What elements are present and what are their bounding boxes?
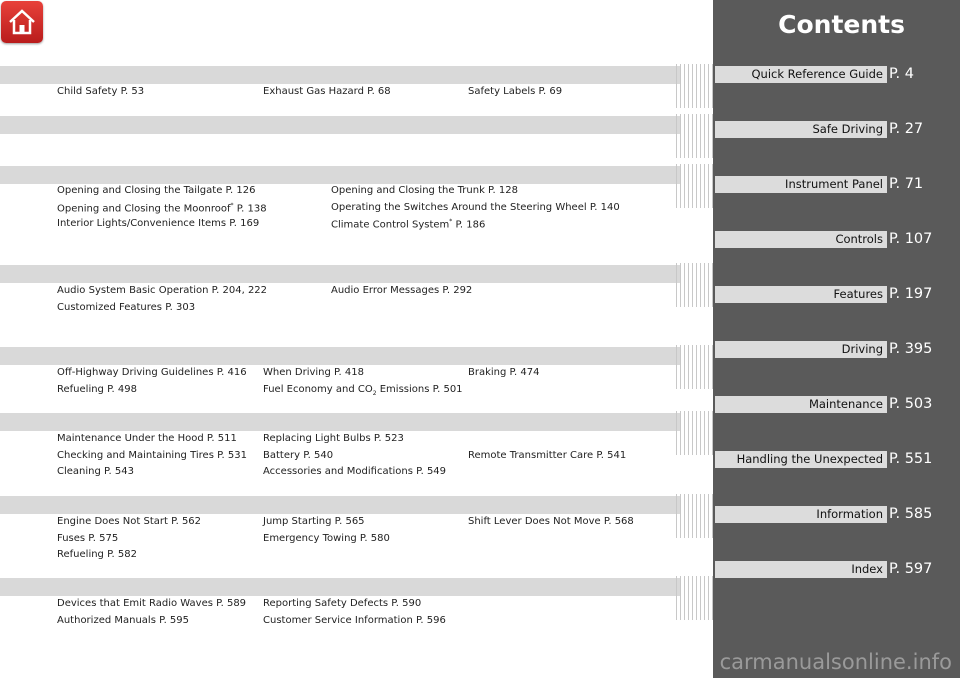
sidebar-chapter-link[interactable] bbox=[713, 64, 960, 83]
chapter-label: Controls bbox=[715, 231, 887, 248]
toc-link-label: Climate Control System bbox=[331, 219, 450, 231]
toc-link-label: Audio System Basic Operation P. 204, 222 bbox=[57, 285, 268, 296]
toc-link[interactable] bbox=[263, 533, 390, 544]
chapter-label: Driving bbox=[715, 341, 887, 358]
toc-link-label: Devices that Emit Radio Waves P. 589 bbox=[57, 598, 247, 609]
toc-link[interactable] bbox=[263, 433, 404, 444]
toc-link-label: Audio Error Messages P. 292 bbox=[331, 285, 473, 296]
toc-link[interactable] bbox=[57, 433, 237, 444]
chapter-page-number: P. 107 bbox=[889, 231, 933, 247]
toc-link[interactable] bbox=[57, 533, 118, 544]
toc-link-label: When Driving P. 418 bbox=[263, 367, 364, 378]
section-band bbox=[0, 166, 680, 184]
toc-link[interactable] bbox=[57, 466, 134, 477]
sidebar-chapter-link[interactable] bbox=[713, 504, 960, 523]
sidebar-chapter-link[interactable] bbox=[713, 229, 960, 248]
tab-lines-decoration bbox=[676, 114, 714, 158]
toc-link[interactable] bbox=[57, 384, 137, 395]
section-band bbox=[0, 347, 680, 365]
toc-link-label: Customer Service Information P. 596 bbox=[263, 614, 446, 626]
sidebar-chapter-link[interactable] bbox=[713, 119, 960, 138]
toc-link-label: Refueling P. 498 bbox=[57, 383, 137, 395]
sidebar-chapter-link[interactable] bbox=[713, 284, 960, 303]
toc-link-label: Operating the Switches Around the Steering Wheel P. 140 bbox=[331, 201, 620, 213]
chapter-page-number: P. 597 bbox=[889, 561, 933, 577]
toc-link-label: Opening and Closing the Tailgate P. 126 bbox=[57, 185, 256, 196]
toc-link-label: Customized Features P. 303 bbox=[57, 301, 196, 313]
chapter-page-number: P. 27 bbox=[889, 121, 924, 137]
toc-link-page: P. 186 bbox=[452, 219, 486, 231]
toc-link-label: Cleaning P. 543 bbox=[57, 466, 134, 477]
toc-link[interactable] bbox=[57, 285, 267, 296]
toc-link-label: Authorized Manuals P. 595 bbox=[57, 614, 190, 626]
toc-link-label: Replacing Light Bulbs P. 523 bbox=[263, 433, 404, 444]
chapter-label: Information bbox=[715, 506, 887, 523]
toc-link[interactable] bbox=[263, 384, 463, 397]
toc-link[interactable] bbox=[263, 86, 391, 97]
sidebar-chapter-link[interactable] bbox=[713, 339, 960, 358]
sidebar-chapter-link[interactable] bbox=[713, 394, 960, 413]
toc-link[interactable] bbox=[263, 450, 333, 461]
toc-link[interactable] bbox=[57, 86, 144, 97]
toc-link[interactable] bbox=[57, 202, 267, 214]
toc-link-label: Engine Does Not Start P. 562 bbox=[57, 516, 202, 527]
toc-link-label: Emergency Towing P. 580 bbox=[263, 532, 390, 544]
toc-link[interactable] bbox=[468, 516, 634, 527]
subscript: 2 bbox=[372, 389, 377, 397]
toc-link-label: Child Safety P. 53 bbox=[57, 86, 145, 97]
toc-link[interactable] bbox=[468, 450, 626, 461]
toc-link-page: P. 138 bbox=[233, 202, 267, 214]
tab-lines-decoration bbox=[676, 164, 714, 208]
tab-lines-decoration bbox=[676, 263, 714, 307]
section-band bbox=[0, 66, 680, 84]
toc-link-label: Opening and Closing the Trunk P. 128 bbox=[331, 185, 518, 196]
toc-link-label: Exhaust Gas Hazard P. 68 bbox=[263, 86, 391, 97]
toc-link[interactable] bbox=[263, 598, 421, 609]
toc-link[interactable] bbox=[263, 466, 446, 477]
section-band bbox=[0, 265, 680, 283]
page-title: Contents bbox=[778, 10, 905, 39]
chapter-label: Quick Reference Guide bbox=[715, 66, 887, 83]
toc-link-label: Off-Highway Driving Guidelines P. 416 bbox=[57, 367, 247, 378]
toc-link-page: Emissions P. 501 bbox=[376, 383, 463, 395]
section-band bbox=[0, 578, 680, 596]
toc-link-label: Accessories and Modifications P. 549 bbox=[263, 466, 447, 477]
toc-link[interactable] bbox=[331, 202, 620, 213]
footnote-mark: * bbox=[230, 201, 234, 209]
chapter-page-number: P. 503 bbox=[889, 396, 933, 412]
sidebar bbox=[713, 0, 960, 678]
footnote-mark: * bbox=[449, 218, 453, 225]
chapter-label: Handling the Unexpected bbox=[715, 451, 887, 468]
toc-link[interactable] bbox=[57, 185, 255, 196]
chapter-label: Features bbox=[715, 286, 887, 303]
toc-link-label: Safety Labels P. 69 bbox=[468, 86, 563, 97]
chapter-label: Index bbox=[715, 561, 887, 578]
home-icon bbox=[7, 7, 37, 37]
toc-link[interactable] bbox=[468, 367, 539, 378]
home-button[interactable] bbox=[1, 1, 43, 43]
chapter-label: Maintenance bbox=[715, 396, 887, 413]
toc-link[interactable] bbox=[331, 218, 485, 230]
toc-link-label: Remote Transmitter Care P. 541 bbox=[468, 449, 627, 461]
tab-lines-decoration bbox=[676, 64, 714, 108]
chapter-label: Safe Driving bbox=[715, 121, 887, 138]
tab-lines-decoration bbox=[676, 345, 714, 389]
toc-link[interactable] bbox=[331, 285, 472, 296]
toc-link-label: Braking P. 474 bbox=[468, 367, 540, 378]
toc-link[interactable] bbox=[263, 516, 365, 527]
toc-link[interactable] bbox=[57, 516, 201, 527]
toc-link-label: Checking and Maintaining Tires P. 531 bbox=[57, 449, 248, 461]
toc-link[interactable] bbox=[57, 615, 189, 626]
chapter-page-number: P. 551 bbox=[889, 451, 933, 467]
toc-link[interactable] bbox=[263, 367, 364, 378]
toc-link-label: Fuses P. 575 bbox=[57, 532, 119, 544]
chapter-page-number: P. 197 bbox=[889, 286, 933, 302]
section-band bbox=[0, 413, 680, 431]
section-band bbox=[0, 496, 680, 514]
toc-link-label: Maintenance Under the Hood P. 511 bbox=[57, 433, 237, 444]
toc-link-label: Opening and Closing the Moonroof bbox=[57, 202, 231, 214]
toc-link[interactable] bbox=[263, 615, 446, 626]
toc-link-label: Refueling P. 582 bbox=[57, 549, 137, 560]
chapter-label: Instrument Panel bbox=[715, 176, 887, 193]
watermark: carmanualsonline.info bbox=[719, 650, 952, 674]
sidebar-chapter-link[interactable] bbox=[713, 559, 960, 578]
toc-link[interactable] bbox=[57, 218, 259, 229]
sidebar-chapter-link[interactable] bbox=[713, 449, 960, 468]
toc-link[interactable] bbox=[57, 367, 247, 378]
toc-link-label: Fuel Economy and CO bbox=[263, 383, 373, 395]
tab-lines-decoration bbox=[676, 576, 714, 620]
toc-link-label: Battery P. 540 bbox=[263, 449, 334, 461]
chapter-page-number: P. 71 bbox=[889, 176, 924, 192]
toc-link-label: Jump Starting P. 565 bbox=[263, 516, 365, 527]
tab-lines-decoration bbox=[676, 411, 714, 455]
toc-link[interactable] bbox=[57, 302, 195, 313]
chapter-page-number: P. 395 bbox=[889, 341, 933, 357]
tab-lines-decoration bbox=[676, 494, 714, 538]
toc-link[interactable] bbox=[57, 549, 137, 560]
sidebar-chapter-link[interactable] bbox=[713, 174, 960, 193]
toc-link[interactable] bbox=[57, 598, 246, 609]
toc-link-label: Reporting Safety Defects P. 590 bbox=[263, 598, 422, 609]
chapter-page-number: P. 4 bbox=[889, 66, 914, 82]
toc-link[interactable] bbox=[331, 185, 518, 196]
toc-link-label: Shift Lever Does Not Move P. 568 bbox=[468, 516, 634, 527]
toc-link[interactable] bbox=[468, 86, 562, 97]
toc-link-label: Interior Lights/Convenience Items P. 169 bbox=[57, 218, 260, 229]
toc-link[interactable] bbox=[57, 450, 247, 461]
chapter-page-number: P. 585 bbox=[889, 506, 933, 522]
section-band bbox=[0, 116, 680, 134]
